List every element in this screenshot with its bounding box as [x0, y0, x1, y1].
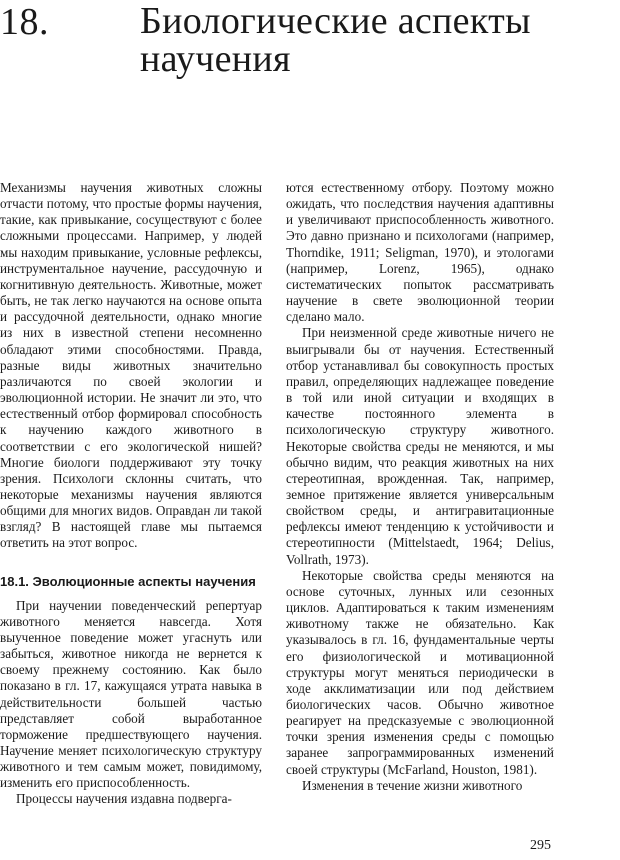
page-number: 295 [530, 838, 551, 853]
chapter-number: 18. [0, 1, 49, 43]
section-paragraph: При научении поведенческий репертуар животного меняется навсегда. Хотя выученное поведение может угаснуть или забыться, животное никогда не вернется к своему прежнему состоянию. Как было показано в гл. 17, кажущаяся утрата навыка в действительности большей частью представляет собой выработанное торможение предшествующего научения. Научение меняет психологическую структуру животного и тем самым может, повидимому, изменить его приспособленность. [0, 597, 262, 791]
continued-paragraph: ются естественному отбору. Поэтому можно ожидать, что последствия научения адаптивны и увеличивают приспособленность животного. Это давно признано и психологами (например, Thorndike, 1911; Seligman, 1970), и этологами (например, Lorenz, 1965), однако систематических попыток рассматривать научение в свете эволюционной теории сделано мало. [286, 180, 554, 325]
paragraph-stable-environment: При неизменной среде животные ничего не выигрывали бы от научения. Естественный отбор устанавливал бы совокупность простых правил, определяющих надлежащее поведение в той или иной ситуации и входящих в качестве постоянного элемента в психологическую структуру животного. Некоторые свойства среды не меняются, и мы обычно видим, что реакция животных на них стереотипная, врожденная. Так, например, земное притяжение является универсальным свойством среды, и антигравитационные рефлексы имеют тенденцию к устойчивости и стереотипности (Mittelstaedt, 1964; Delius, Vollrath, 1973). [286, 325, 554, 567]
continued-paragraph-start: Процессы научения издавна подверга- [16, 791, 232, 807]
chapter-title: Биологические аспекты научения [140, 0, 531, 80]
intro-paragraph: Механизмы научения животных сложны отчасти потому, что простые формы научения, такие, как привыкание, сосуществуют с более сложными процессами. Например, у людей мы находим привыкание, условные рефлексы, инструментальное научение, рассудочную и когнитивную деятельность. Животные, может быть, не так легко научаются на основе опыта и рассудочной деятельности, однако многие из них в известной степени несомненно обладают этими способностями. Правда, разные виды животных значительно различаются по своей экологии и эволюционной истории. Не значит ли это, что естественный отбор формировал способность к научению каждого животного в соответствии с его экологической нишей? Многие биологи поддерживают эту точку зрения. Психологи склонны считать, что некоторые механизмы научения являются общими для многих видов. Оправдан ли такой взгляд? В настоящей главе мы пытаемся ответить на этот вопрос. [0, 180, 262, 551]
paragraph-cyclic-changes: Некоторые свойства среды меняются на основе суточных, лунных или сезонных циклов. Адаптироваться к таким изменениям животному также не обязательно. Как указывалось в гл. 16, фундаментальные черты его физиологической и мотивационной структуры могут меняться периодически в ходе акклиматизации или под действием биологических часов. Обычно животное реагирует на предсказуемые с эволюционной точки зрения изменения среды с помощью заранее запрограммированных изменений своей структуры (McFarland, Houston, 1981). [286, 567, 554, 777]
section-heading: 18.1. Эволюционные аспекты научения [0, 573, 256, 589]
paragraph-lifetime-changes: Изменения в течение жизни животного [302, 777, 523, 793]
right-column [286, 180, 554, 794]
left-column [0, 180, 262, 808]
